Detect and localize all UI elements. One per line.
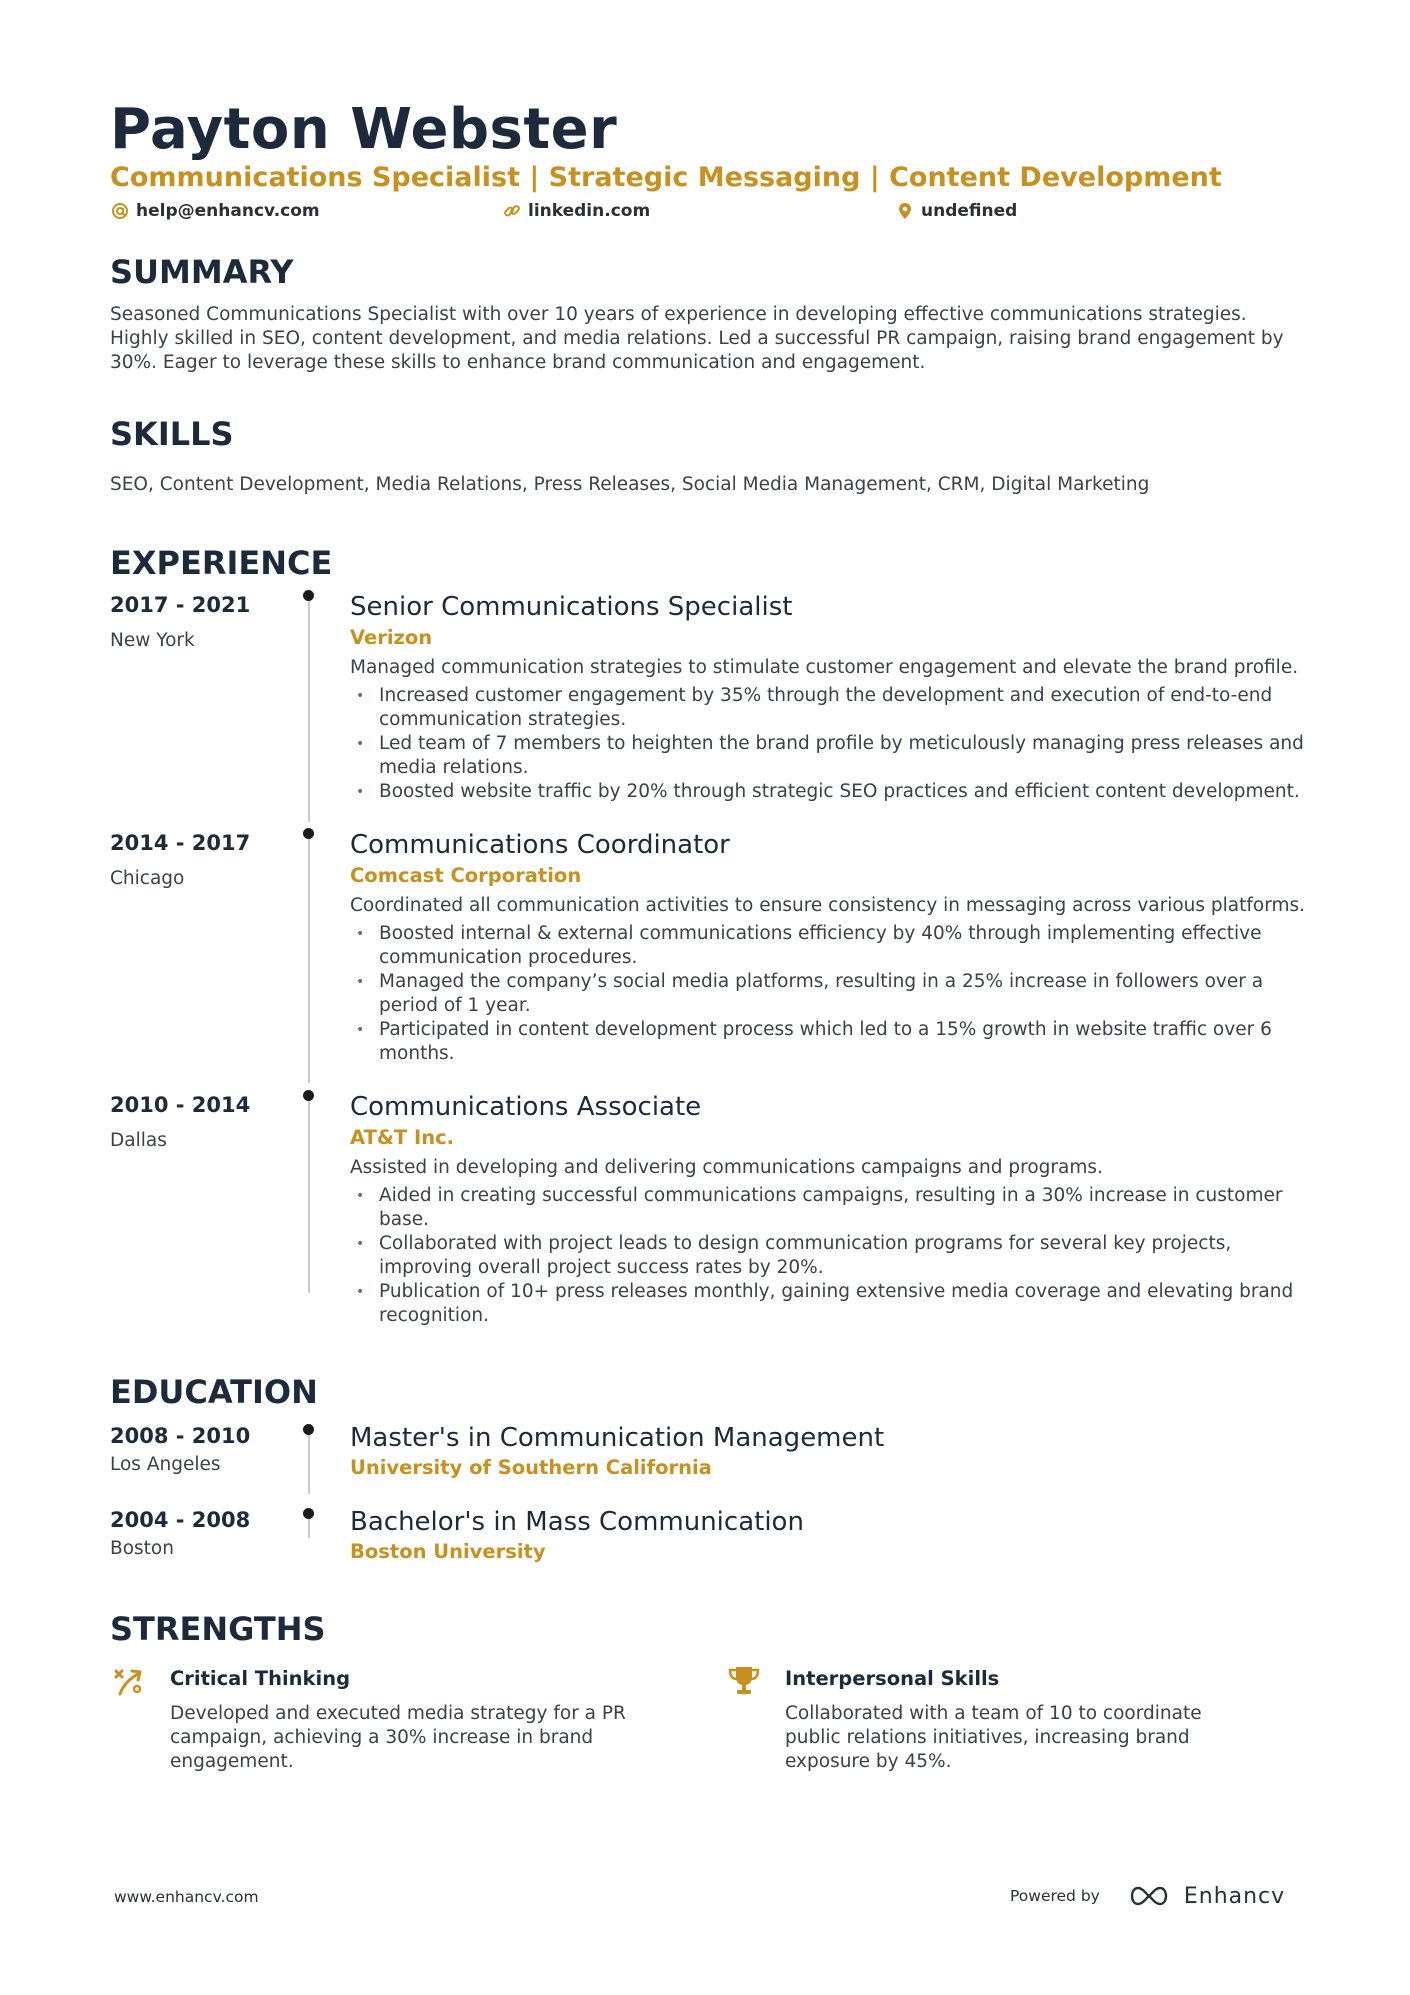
job-dates: 2017 - 2021 bbox=[110, 593, 251, 617]
job-description: Coordinated all communication activities to ensure consistency in messaging across various platforms. bbox=[350, 895, 1306, 916]
job-entry bbox=[350, 1090, 1310, 1328]
job-role: Communications Associate bbox=[350, 1092, 702, 1122]
job-company[interactable]: Verizon bbox=[350, 626, 433, 649]
job-location: Dallas bbox=[110, 1130, 167, 1151]
timeline-line bbox=[308, 1095, 310, 1293]
summary-text: Seasoned Communications Specialist with over 10 years of experience in developing effective communications strategies. Highly skilled in SEO, content development, and media relations. Led a successful PR campaign, raising brand engagement by 30%. Eager to leverage these skills to enhance brand communication and engagement. bbox=[110, 304, 1284, 373]
timeline-dot bbox=[303, 590, 314, 601]
school[interactable]: University of Southern California bbox=[350, 1456, 712, 1479]
education-entry bbox=[350, 1421, 1310, 1481]
list-item: • Participated in content development process which led to a 15% growth in website traffic over 6 months. bbox=[356, 1019, 1272, 1064]
job-role: Communications Coordinator bbox=[350, 830, 730, 860]
list-item: • Aided in creating successful communications campaigns, resulting in a 30% increase in customer base. bbox=[356, 1185, 1283, 1230]
email-text: help@enhancv.com bbox=[136, 201, 320, 221]
contact-email[interactable] bbox=[110, 198, 320, 224]
list-item: • Boosted internal & external communications efficiency by 40% through implementing effective communication procedures. bbox=[356, 923, 1262, 968]
job-bullets bbox=[350, 684, 1310, 804]
list-item: • Collaborated with project leads to design communication programs for several key projects, improving overall project success rates by 20%. bbox=[356, 1233, 1232, 1278]
education-location: Boston bbox=[110, 1538, 174, 1559]
timeline-line bbox=[308, 1434, 310, 1494]
job-entry bbox=[350, 590, 1310, 804]
summary-heading: SUMMARY bbox=[110, 253, 294, 291]
job-bullets bbox=[350, 922, 1310, 1066]
linkedin-text: linkedin.com bbox=[528, 201, 651, 221]
footer-website-link[interactable]: www.enhancv.com bbox=[114, 1888, 259, 1906]
strength-title: Critical Thinking bbox=[170, 1667, 351, 1690]
contact-linkedin[interactable] bbox=[502, 198, 650, 224]
job-meta bbox=[110, 830, 300, 891]
job-description: Managed communication strategies to stimulate customer engagement and elevate the brand profile. bbox=[350, 657, 1299, 678]
list-item: • Publication of 10+ press releases monthly, gaining extensive media coverage and elevating brand recognition. bbox=[356, 1281, 1294, 1326]
job-company[interactable]: Comcast Corporation bbox=[350, 864, 582, 887]
enhancv-logo-icon bbox=[1126, 1884, 1172, 1908]
strength-description: Developed and executed media strategy for a PR campaign, achieving a 30% increase in brand engagement. bbox=[170, 1703, 626, 1772]
trophy-icon bbox=[725, 1662, 763, 1700]
job-role: Senior Communications Specialist bbox=[350, 592, 793, 622]
timeline-dot bbox=[303, 828, 314, 839]
skills-text: SEO, Content Development, Media Relations, Press Releases, Social Media Management, CRM, Digital Marketing bbox=[110, 474, 1150, 495]
footer-branding[interactable] bbox=[1010, 1878, 1285, 1914]
job-dates: 2014 - 2017 bbox=[110, 831, 251, 855]
at-sign-icon bbox=[110, 201, 130, 221]
timeline-dot bbox=[303, 1424, 314, 1435]
job-location: Chicago bbox=[110, 868, 185, 889]
job-dates: 2010 - 2014 bbox=[110, 1093, 251, 1117]
timeline-dot bbox=[303, 1508, 314, 1519]
list-item: • Managed the company’s social media platforms, resulting in a 25% increase in followers over a period of 1 year. bbox=[356, 971, 1264, 1016]
job-location: New York bbox=[110, 630, 195, 651]
degree: Bachelor's in Mass Communication bbox=[350, 1507, 804, 1537]
list-item: • Increased customer engagement by 35% through the development and execution of end-to-end communication strategies. bbox=[356, 685, 1273, 730]
strategy-icon bbox=[110, 1662, 148, 1700]
candidate-name: Payton Webster bbox=[110, 97, 618, 162]
contact-location bbox=[895, 198, 1017, 224]
timeline-line bbox=[308, 833, 310, 1083]
job-entry bbox=[350, 828, 1310, 1066]
education-dates: 2004 - 2008 bbox=[110, 1508, 251, 1532]
education-entry bbox=[350, 1505, 1310, 1565]
job-meta bbox=[110, 592, 300, 653]
education-dates: 2008 - 2010 bbox=[110, 1424, 251, 1448]
education-meta bbox=[110, 1507, 300, 1561]
location-text: undefined bbox=[921, 201, 1018, 221]
link-icon bbox=[502, 201, 522, 221]
strengths-heading: STRENGTHS bbox=[110, 1610, 326, 1648]
strength-description: Collaborated with a team of 10 to coordinate public relations initiatives, increasing brand exposure by 45%. bbox=[785, 1703, 1202, 1772]
degree: Master's in Communication Management bbox=[350, 1423, 885, 1453]
job-company[interactable]: AT&T Inc. bbox=[350, 1126, 455, 1149]
candidate-title: Communications Specialist | Strategic Messaging | Content Development bbox=[110, 162, 1222, 193]
list-item: • Led team of 7 members to heighten the brand profile by meticulously managing press releases and media relations. bbox=[356, 733, 1304, 778]
timeline-dot bbox=[303, 1090, 314, 1101]
job-bullets bbox=[350, 1184, 1310, 1328]
brand-name: Enhancv bbox=[1183, 1883, 1286, 1909]
strength-title: Interpersonal Skills bbox=[785, 1667, 1000, 1690]
education-location: Los Angeles bbox=[110, 1454, 221, 1475]
skills-heading: SKILLS bbox=[110, 415, 234, 453]
education-meta bbox=[110, 1423, 300, 1477]
job-description: Assisted in developing and delivering communications campaigns and programs. bbox=[350, 1157, 1103, 1178]
location-pin-icon bbox=[895, 201, 915, 221]
powered-by-label: Powered by bbox=[1010, 1887, 1100, 1905]
school[interactable]: Boston University bbox=[350, 1540, 546, 1563]
timeline-line bbox=[308, 1518, 310, 1538]
education-heading: EDUCATION bbox=[110, 1373, 318, 1411]
experience-heading: EXPERIENCE bbox=[110, 544, 333, 582]
timeline-line bbox=[308, 596, 310, 822]
list-item: • Boosted website traffic by 20% through strategic SEO practices and efficient content development. bbox=[356, 781, 1300, 802]
job-meta bbox=[110, 1092, 300, 1153]
